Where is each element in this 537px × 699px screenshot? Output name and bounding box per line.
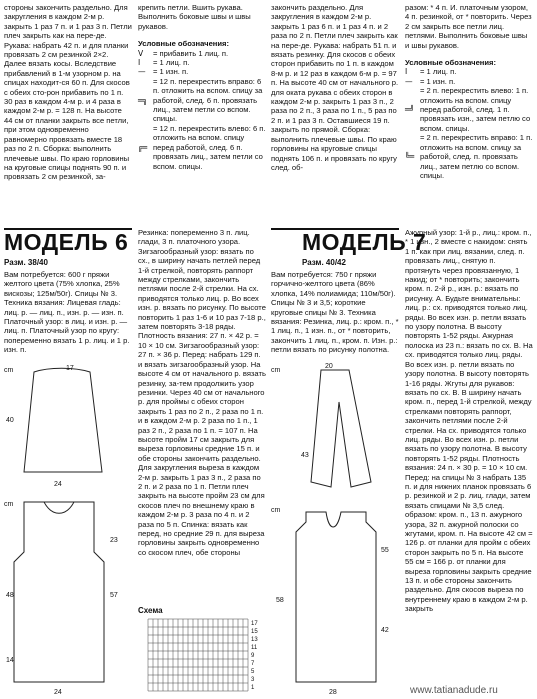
m7-label-width: 55 [381, 547, 389, 554]
legend2-symbol: ═╝ [405, 105, 415, 115]
m6-label-sleeve: 14 [6, 657, 14, 664]
model6-column-2 [138, 228, 266, 604]
m6-label-bottom: 24 [54, 689, 62, 696]
m6-label-neck2: 23 [110, 537, 118, 544]
legend-symbol: I [138, 58, 141, 68]
legend2-item [405, 133, 533, 180]
scheme-row-label: 5 [251, 669, 255, 675]
model7-size: Разм. 40/42 [302, 258, 346, 267]
legend-text: = 1 изн. п. [153, 67, 189, 77]
model7-pattern-diagram [271, 362, 401, 697]
legend2-list [405, 67, 533, 180]
legend2-text: = 2 п. перекрестить влево: 1 п. отложить на вспом. спицу перед работой, след. 1 п. провязать изн., затем петлю со вспом. спицы. [420, 86, 531, 133]
model6-col2-text: Резинка: попеременно 3 п. лиц. глади, 3 п. платочного узора. Зигзагообразный узор: вязать по сх., в ширину начать петлей перед 1-й стрелкой, повторять раппорт между стрелками, закончить петлями после 2-й стрелки. На сх. приводятся только лиц. р. Во всех изн. р. вязать по рисунку. По высоте повторить 1 раз 1-6 и 10 раз 7-18 р., затем повторять 3-18 ряды. Плотность вязания: 27 п. × 42 р. = 10 × 10 см. Зигзагообразный узор: 27 п. × 36 р. Перед: набрать 129 п. и вязать зигзагообразный узор. На высоте 4 см от начального р. вязать резинку, за-тем продолжить узор резинки. Через 40 см от начального р. для проймы с обеих сторон закрыть 1 раз по 2 п., 2 раза по 1 п. и в каждом 2-м р. 2 раза по 1 п., 1 раз 2 п., 2 раза по 1 п. = 107 п. На высоте пройм 17 см закрыть для выреза горловины средние 15 п. и обе стороны закончить раздельно. Для закругления выреза в каждом 2-м р. закрыть 1 раз 3 п., 2 раза по 2 п. и 2 раза по 1 п. Петли плеч закрыть на высоте пройм 23 см для скосов плеч по внешнему краю в каждом 2-м р. 3 раза по 4 п. и 2 раза по 5 п. Спинка: вязать как перед, но средние 29 п. для выреза горловины закрыть одновременно со скосом плеч, обе стороны [138, 228, 266, 557]
m7-label-total: 58 [276, 597, 284, 604]
m6-label-mid: 48 [6, 592, 14, 599]
scheme-row-label: 11 [251, 645, 258, 651]
legend2-text: = 2 п. перекрестить вправо: 1 п. отложить на вспом. спицу за работой, след. п. провязать лиц., затем петлю со вспом. спицы. [420, 133, 533, 180]
legend-text: = 12 п. перекрестить влево: 6 п. отложить на вспом. спицу перед работой, след. 6 п. провязать лиц., затем петли со вспом. спицы. [153, 123, 266, 171]
scheme-row-label: 9 [251, 653, 255, 659]
m6-label-cm2: cm [4, 501, 14, 508]
model6-title: МОДЕЛЬ 6 [4, 229, 129, 255]
legend2-symbol: I [405, 67, 408, 77]
top-col2-text: крепить петли. Вшить рукава. Выполнить боковые швы и швы рукавов. [138, 3, 251, 31]
model7-column-2 [405, 228, 533, 688]
legend-item [138, 77, 266, 124]
top-column-4 [405, 3, 533, 180]
scheme-row-label: 15 [251, 629, 258, 635]
model6-pattern-diagram [4, 362, 134, 697]
legend-text: = 12 п. перекрестить вправо: 6 п. отложить на вспом. спицу за работой, след. 6 п. провязать лиц., затем петли со вспом. спицы. [153, 76, 263, 124]
legend2-text: = 1 лиц. п. [420, 67, 457, 77]
model7-title: МОДЕЛЬ 7 [302, 229, 427, 255]
m6-label-hem: 57 [110, 592, 118, 599]
scheme-chart [138, 615, 268, 697]
legend2-text: = 1 изн. п. [420, 76, 456, 86]
m6-label-cm1: cm [4, 367, 14, 374]
scheme-row-label: 3 [251, 677, 255, 683]
legend-text: = прибавить 1 лиц. п. [153, 48, 229, 58]
legend-item [138, 49, 266, 58]
m6-label-neck: 17 [66, 365, 74, 372]
m7-label-side: 42 [381, 627, 389, 634]
legend-item [138, 124, 266, 171]
model6-column-1 [4, 270, 132, 362]
legend-symbol: V [138, 48, 144, 58]
legend-item [138, 58, 266, 67]
model7-col1-text: Вам потребуется: 750 г пряжи горчично-желтого цвета (86% хлопка, 14% полиамида; 110м/50г). Спицы № 3 и 3,5; короткие круговые спицы № 3. Техника вязания: Резинка, лиц. р.: кром. п., * 1 лиц. п., 1 изн. п., от * повторить, закончить 1 лиц. п., кром. п. Изн. р.: петли вязать по рисунку полотна. [271, 270, 399, 355]
scheme-label: Схема [138, 606, 163, 615]
scheme-row-label: 7 [251, 661, 255, 667]
model7-column-1 [271, 270, 399, 358]
m7-label-bottom: 28 [329, 689, 337, 696]
top-column-1 [4, 3, 132, 182]
legend-text: = 1 лиц. п. [153, 58, 190, 68]
top-col4-text: разом: * 4 п. И. платочным узором, 4 п. резинкой, от * повторить. Через 2 см закрыть все петли лиц. петлями. Выполнить боковые швы и швы рукавов. [405, 3, 532, 50]
top-column-2 [138, 3, 266, 171]
scheme-row-label: 1 [251, 685, 255, 691]
legend-symbol: ═╗ [138, 95, 148, 105]
legend-item [138, 67, 266, 76]
top-column-3 [271, 3, 399, 172]
legend2-symbol: — [405, 76, 413, 86]
legend2-item [405, 67, 533, 76]
model6-size: Разм. 38/40 [4, 258, 48, 267]
m7-label-neck: 20 [325, 363, 333, 370]
model7-col2-text: Ажурный узор: 1-й р., лиц.: кром. п., * 1 изн., 2 вместе с накидом: снять 1 п. как при лиц. вязании, след. п. провязать лиц., снятую п. протянуть через провязанную, 1 накид; от * повторить; закончить кром. п. 2-й р., изн. р.: вязать по рисунку. А. Будьте внимательны: лиц. р.: сх. приводятся только лиц. ряды. Во всех изн. р. петли вязать по узору полотна. В высоту повторять 1-52 ряды. Ажурная полоска из 23 п.: вязать по сх. В. На сх. приводятся только лиц. ряды. Во всех изн. р. петли вязать по узору полотна. В высоту повторять 1-16 ряды. Жгуты для рукавов: вязать по сх. В. В ширину начать кром. п., перед 1-й стрелкой, между стрелками повторять раппорт, закончить петлями после 2-й стрелки. На сх. приводятся только лиц. ряды. Во всех изн. р. петли вязать по узору полотна. В высоту повторять 1-52 ряды. Плотность вязания: 24 п. × 30 р. = 10 × 10 см. Перед: на спицы № 3 набрать 135 п. и для нижних планок провязать 6 р. резинкой и 2 р. лиц. глади, затем вязать спицами № 3,5 след. образом: кром. п., 13 п. ажурного узора, 32 п. ажурной полоски со жгутами, кром. п. На высоте 42 см = 126 р. от планки для пройм с обеих сторон закрыть по 5 п. На высоте 55 см = 166 р. от планки для выреза горловины закрыть средние 13 п. и обе стороны закончить раздельно. Для скосов выреза по внутреннему краю в каждом 2-м р. закрыть [405, 228, 533, 614]
m6-label-top: 24 [54, 481, 62, 488]
legend2-item [405, 86, 533, 133]
legend2-item [405, 77, 533, 86]
legend-list [138, 49, 266, 171]
m7-label-cm2: cm [271, 507, 281, 514]
legend-symbol: ╔═ [138, 142, 148, 152]
legend-symbol: — [138, 67, 146, 77]
watermark: www.tatianadude.ru [410, 685, 498, 696]
model6-col1-text: Вам потребуется: 600 г пряжи желтого цвета (75% хлопка, 25% вискозы; 125м/50г). Спицы № 3. Техника вязания: Лицевая гладь: лиц. р. — лиц. п., изн. р. — изн. п. Платочный узор: в лиц. и изн. р. — лиц. п. Платочный узор по кругу: попеременно вязать 1 р. лиц. и 1 р. изн. п. [4, 270, 130, 355]
top-col3-text: закончить раздельно. Для закругления в каждом 2-м р. закрыть 1 раз 6 п. и 1 раз 4 п. и 2 раза по 2 п. Петли плеч закрыть как на пере-де. Рукава: набрать 51 п. и вязать резинку. Для скосов с обеих сторон прибавить по 1 п. в каждом 8-м р. и 12 раз в каждом 6-м р. = 97 п. На высоте 40 см от начального р. для оката рукава с обеих сторон в каждом 2-м р. закрыть 1 раз 3 п., 2 раза по 2 п., 3 раза по 1 п., 5 раз по 2 п. и 1 раз 3 п. Оставшиеся 19 п. закрыть по прямой. Сборка: выполнить плечевые швы. По краю горловины на круговые спицы поднять 106 п. и провязать по кругу след. об- [271, 3, 399, 172]
m6-label-armhole: 40 [6, 417, 14, 424]
m7-label-armhole: 43 [301, 452, 309, 459]
m7-label-cm1: cm [271, 367, 281, 374]
legend2-title: Условные обозначения: [405, 58, 497, 68]
scheme-row-label: 13 [251, 637, 258, 643]
top-col1-text: стороны закончить раздельно. Для закругления в каждом 2-м р. закрыть 1 раз 7 п. и 1 раз 3 п. Петли плеч закрыть как на пере-де. Рукава: набрать 42 п. и для планки провязать 2 см резинкой 2×2. Далее вязать косы. Вследствие прибавлений в 1-м узорном р. на спицах находит-ся 60 п. Для скосов с обеих сто-рон прибавить по 1 п. 30 раз в каждом 4-м р. и 4 раза в каждом 2-м р. = 128 п. На высоте 44 см от планки закрыть все петли, при этом одновременно равномерно провязать вместе 18 раз по 2 п. Сборка: выполнить плечевые швы. По краю горловины на круговые спицы поднять 90 п. и провязать 2 см резинкой, за- [4, 3, 132, 182]
scheme-row-label: 17 [251, 621, 258, 627]
legend-title: Условные обозначения: [138, 39, 230, 49]
legend2-symbol: ╚═ [405, 152, 415, 162]
